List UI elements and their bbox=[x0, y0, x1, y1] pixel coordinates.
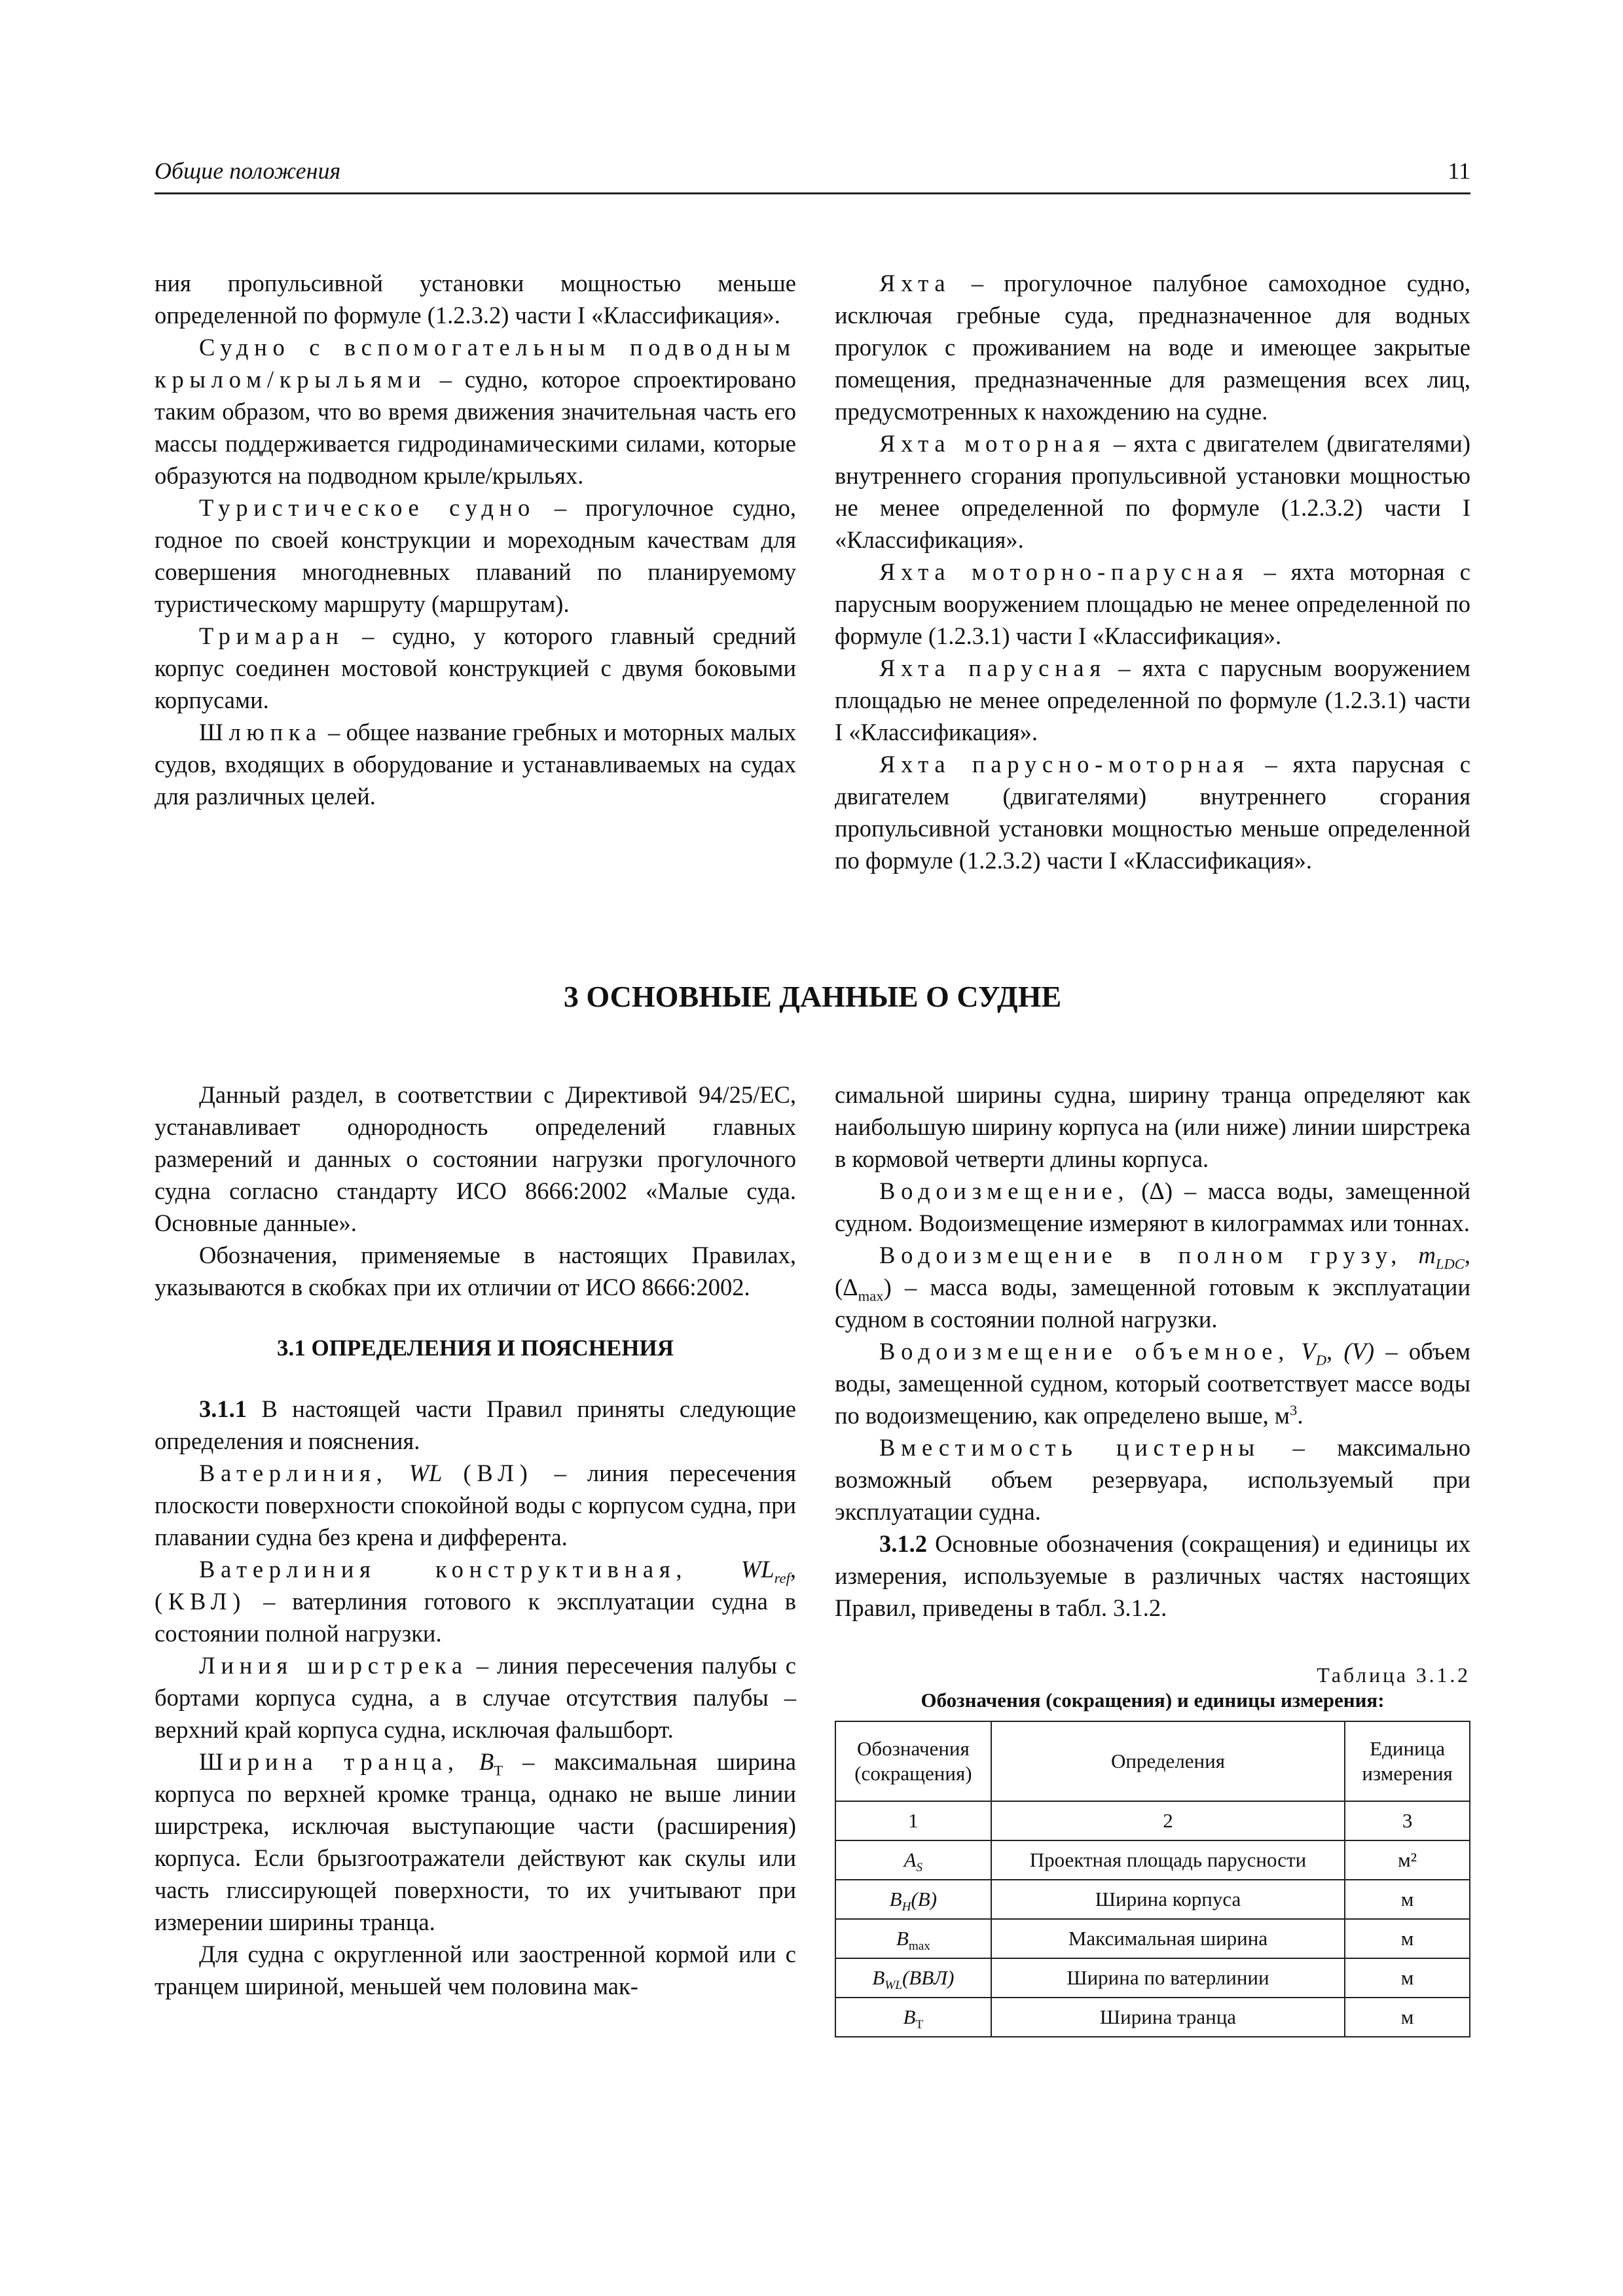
definition-paragraph bbox=[835, 427, 1470, 556]
defined-term: Водоизмещение объемное, bbox=[879, 1338, 1290, 1365]
table-title: Обозначения (сокращения) и единицы измерения: bbox=[921, 1689, 1385, 1712]
column-top-right bbox=[835, 267, 1470, 876]
definition-paragraph bbox=[835, 1431, 1470, 1528]
definition-paragraph bbox=[155, 1457, 796, 1553]
paragraph: Обозначения, применяемые в настоящих Правилах, указываются в скобках при их отличии от ИСО 8666:2002. bbox=[155, 1242, 796, 1300]
symbol: m bbox=[1418, 1242, 1436, 1268]
defined-term: Яхта bbox=[879, 270, 951, 296]
table-cell-unit: м² bbox=[1345, 1840, 1470, 1880]
table-header-row bbox=[835, 1721, 1470, 1801]
table-cell-unit: м bbox=[1345, 1998, 1470, 2037]
defined-term: Ватерлиния, bbox=[199, 1460, 388, 1486]
table-cell-definition: Ширина корпуса bbox=[991, 1880, 1345, 1919]
symbol-alt-close: ) bbox=[883, 1274, 892, 1300]
symbol-subscript: T bbox=[494, 1762, 503, 1779]
definition-paragraph bbox=[155, 1649, 796, 1746]
symbol-subscript: LDC bbox=[1435, 1255, 1465, 1272]
table-cell-symbol bbox=[835, 1919, 991, 1958]
table-cell-definition: Максимальная ширина bbox=[991, 1919, 1345, 1958]
definition-paragraph bbox=[835, 1175, 1470, 1239]
paragraph: симальной ширины судна, ширину транца определяют как наибольшую ширину корпуса на (или ниже) линии ширстрека в кормовой четверти длины корпуса. bbox=[835, 1081, 1470, 1172]
definition-text: – прогулочное палубное самоходное судно, исключая гребные суда, предназначенное для водных прогулок с проживанием на воде и имеющее закрытые помещения, предназначенные для размещения всех лиц, предусмотренных к нахождению на судне. bbox=[835, 270, 1470, 425]
column-top-left bbox=[155, 267, 796, 812]
symbol: V bbox=[1301, 1338, 1316, 1365]
table-cell-unit: м bbox=[1345, 1958, 1470, 1998]
table-row bbox=[835, 1880, 1470, 1919]
symbol-subscript: WL bbox=[884, 1979, 902, 1993]
column-bottom-right bbox=[835, 1079, 1470, 2037]
page-header bbox=[155, 156, 1470, 194]
definition-text: – максимальная ширина корпуса по верхней кромке транца, однако не выше линии ширстрека, исключая выступающие части (расширения) корпуса. Если брызгоотражатели действуют как скулы или часть глиссирующей поверхности, то их учитывают при измерении ширины транца. bbox=[155, 1748, 797, 1935]
definition-paragraph: Ватерлиния конструктивная, $WL_{ref}$, (КВЛ) – ватерлиния готового к эксплуатации судна в состоянии полной нагрузки. bbox=[155, 1556, 797, 1647]
defined-term: Ватерлиния конструктивная, bbox=[199, 1556, 688, 1583]
defined-term: Шлюпка bbox=[199, 719, 322, 745]
symbol-subscript: S bbox=[916, 1861, 923, 1875]
table-label: Таблица 3.1.2 bbox=[1317, 1663, 1470, 1687]
definition-paragraph bbox=[835, 652, 1470, 748]
table-cell: 1 bbox=[835, 1801, 991, 1840]
table-number-row bbox=[835, 1801, 1470, 1840]
superscript: 3 bbox=[1290, 1401, 1298, 1418]
paragraph: Для судна с округленной или заостренной кормой или с транцем шириной, меньшей чем половина мак- bbox=[155, 1941, 796, 2000]
defined-term: Вместимость цистерны bbox=[879, 1434, 1260, 1461]
definition-text: – судно, у которого главный средний корпус соединен мостовой конструкцией с двумя боковыми корпусами. bbox=[155, 622, 796, 713]
symbol: B bbox=[903, 2005, 916, 2028]
paragraph: ния пропульсивной установки мощностью меньше определенной по формуле (1.2.3.2) части I «Классификация». bbox=[155, 270, 796, 329]
symbol-alt-subscript: max bbox=[858, 1287, 884, 1304]
symbol-subscript: ref bbox=[774, 1570, 790, 1587]
page-number: 11 bbox=[1448, 158, 1470, 184]
table-cell-definition: Проектная площадь парусности bbox=[991, 1840, 1345, 1880]
definition-text: – общее название гребных и моторных малых судов, входящих в оборудование и устанавливаемых на судах для различных целей. bbox=[155, 719, 796, 810]
defined-term: Яхта моторно-парусная bbox=[879, 558, 1249, 585]
table-header-cell: Определения bbox=[991, 1721, 1345, 1801]
defined-term: Судно с вспомогательным подводным крылом/крыльями bbox=[155, 334, 796, 393]
table-cell-symbol bbox=[835, 1840, 991, 1880]
symbol-subscript: D bbox=[1315, 1352, 1327, 1369]
table-cell-symbol bbox=[835, 1998, 991, 2037]
defined-term: Туристическое судно bbox=[199, 494, 536, 521]
clause-paragraph bbox=[835, 1528, 1470, 1624]
defined-term: Яхта парусная bbox=[879, 655, 1106, 681]
table-cell-unit: м bbox=[1345, 1880, 1470, 1919]
abbreviation: (ВЛ) bbox=[463, 1460, 534, 1486]
paragraph: Данный раздел, в соответствии с Директивой 94/25/ЕС, устанавливает однородность определений главных размерений и данных о состоянии нагрузки прогулочного судна согласно стандарту ИСО 8666:2002 «Малые суда. Основные данные». bbox=[155, 1081, 796, 1236]
table-cell: 3 bbox=[1345, 1801, 1470, 1840]
clause-text: В настоящей части Правил приняты следующие определения и пояснения. bbox=[155, 1395, 796, 1454]
symbol-alt: (V) bbox=[1343, 1338, 1375, 1365]
definition-text: – яхта моторная с парусным вооружением площадью не менее определенной по формуле (1.2.3.1) части I «Классификация». bbox=[835, 558, 1470, 649]
table-row bbox=[835, 1998, 1470, 2037]
table-header-cell: Обозначения (сокращения) bbox=[835, 1721, 991, 1801]
symbol: B bbox=[896, 1927, 909, 1950]
symbol-alt: (Δ bbox=[835, 1274, 858, 1300]
symbol-alt: (BВЛ) bbox=[902, 1966, 955, 1989]
definition-paragraph bbox=[835, 556, 1470, 652]
defined-term: Тримаран bbox=[199, 622, 344, 649]
symbol-subscript: H bbox=[902, 1900, 911, 1914]
definition-text: – линия пересечения плоскости поверхности спокойной воды с корпусом судна, при плавании судна без крена и дифферента. bbox=[155, 1460, 796, 1551]
definition-paragraph bbox=[155, 492, 796, 620]
definition-text: – объем воды, замещенной судном, который соответствует массе воды по водоизмещению, как определено выше, м bbox=[835, 1338, 1470, 1429]
definition-paragraph bbox=[835, 267, 1470, 427]
definition-paragraph: Водоизмещение объемное, $V_D$, (V) – объем воды, замещенной судном, который соответствует массе воды по водоизмещению, как определено выше, $м^3$. bbox=[835, 1338, 1470, 1429]
defined-term: Линия ширстрека bbox=[199, 1652, 468, 1679]
subsection-title: 3.1 ОПРЕДЕЛЕНИЯ И ПОЯСНЕНИЯ bbox=[276, 1335, 674, 1361]
symbol-subscript: T bbox=[915, 2018, 924, 2032]
defined-term: Ширина транца, bbox=[199, 1748, 460, 1775]
definition-text: – прогулочное судно, годное по своей конструкции и мореходным качествам для совершения многодневных плаваний по планируемому туристическому маршруту (маршрутам). bbox=[155, 494, 797, 617]
symbol: WL bbox=[409, 1460, 443, 1486]
symbol: A bbox=[903, 1848, 917, 1871]
defined-term: Яхта парусно-моторная bbox=[879, 751, 1250, 778]
table-row bbox=[835, 1919, 1470, 1958]
table-header-cell: Единица измерения bbox=[1345, 1721, 1470, 1801]
defined-term: Водоизмещение в полном грузу, bbox=[879, 1242, 1403, 1268]
definition-text: – яхта парусная с двигателем (двигателями) внутреннего сгорания пропульсивной установки мощностью меньше определенной по формуле (1.2.3.2) части I «Классификация». bbox=[835, 751, 1470, 874]
definition-text: – линия пересечения палубы с бортами корпуса судна, а в случае отсутствия палубы – верхний край корпуса судна, исключая фальшборт. bbox=[155, 1652, 796, 1743]
symbols-table bbox=[835, 1721, 1470, 2037]
symbol: B bbox=[479, 1748, 494, 1775]
definition-text: – ватерлиния готового к эксплуатации судна в состоянии полной нагрузки. bbox=[155, 1588, 796, 1647]
table-cell-definition: Ширина по ватерлинии bbox=[991, 1958, 1345, 1998]
definition-text: – масса воды, замещенной судном. Водоизмещение измеряют в килограммах или тоннах. bbox=[835, 1177, 1471, 1236]
definition-text: – яхта с парусным вооружением площадью не менее определенной по формуле (1.2.3.1) части I «Классификация». bbox=[835, 655, 1471, 745]
definition-paragraph bbox=[155, 716, 796, 812]
abbreviation: (КВЛ) bbox=[155, 1588, 247, 1615]
clause-paragraph bbox=[155, 1393, 796, 1457]
defined-term: Яхта моторная bbox=[879, 430, 1106, 457]
definition-text: – масса воды, замещенной готовым к эксплуатации судном в состоянии полной нагрузки. bbox=[835, 1274, 1470, 1333]
running-header-title: Общие положения bbox=[155, 158, 341, 184]
column-bottom-left bbox=[155, 1079, 796, 2002]
symbol: B bbox=[872, 1966, 885, 1989]
section-title: 3 ОСНОВНЫЕ ДАННЫЕ О СУДНЕ bbox=[563, 980, 1062, 1013]
clause-text: Основные обозначения (сокращения) и единицы их измерения, используемые в различных частях настоящих Правил, приведены в табл. 3.1.2. bbox=[835, 1530, 1470, 1621]
defined-term: Водоизмещение, bbox=[879, 1177, 1130, 1204]
table-cell-symbol bbox=[835, 1958, 991, 1998]
table-cell-symbol bbox=[835, 1880, 991, 1919]
definition-paragraph bbox=[155, 331, 796, 492]
symbol: (Δ) bbox=[1141, 1177, 1173, 1204]
table-cell-unit: м bbox=[1345, 1919, 1470, 1958]
definition-paragraph bbox=[835, 748, 1470, 876]
symbol: WL bbox=[740, 1556, 775, 1583]
clause-number: 3.1.2 bbox=[879, 1530, 927, 1557]
definition-text: – яхта с двигателем (двигателями) внутреннего сгорания пропульсивной установки мощностью не менее определенной по формуле (1.2.3.2) части I «Классификация». bbox=[835, 430, 1470, 553]
definition-paragraph bbox=[155, 1746, 796, 1938]
table-row bbox=[835, 1958, 1470, 1998]
symbol: B bbox=[889, 1888, 902, 1910]
table-cell-definition: Ширина транца bbox=[991, 1998, 1345, 2037]
clause-number: 3.1.1 bbox=[199, 1395, 247, 1422]
definition-paragraph bbox=[155, 620, 796, 716]
symbol-alt: (B) bbox=[911, 1888, 938, 1910]
symbol-subscript: max bbox=[908, 1939, 930, 1954]
definition-text: – максимально возможный объем резервуара, используемый при эксплуатации судна. bbox=[835, 1434, 1470, 1525]
table-cell: 2 bbox=[991, 1801, 1345, 1840]
definition-paragraph: Водоизмещение в полном грузу, $m_{LDC}$, $(\Delta_{max})$ – масса воды, замещенной готовым к эксплуатации судном в состоянии полной нагрузки. bbox=[835, 1242, 1470, 1333]
table-row bbox=[835, 1840, 1470, 1880]
definition-text: – судно, которое спроектировано таким образом, что во время движения значительная часть его массы поддерживается гидродинамическими силами, которые образуются на подводном крыле/крыльях. bbox=[155, 366, 796, 489]
